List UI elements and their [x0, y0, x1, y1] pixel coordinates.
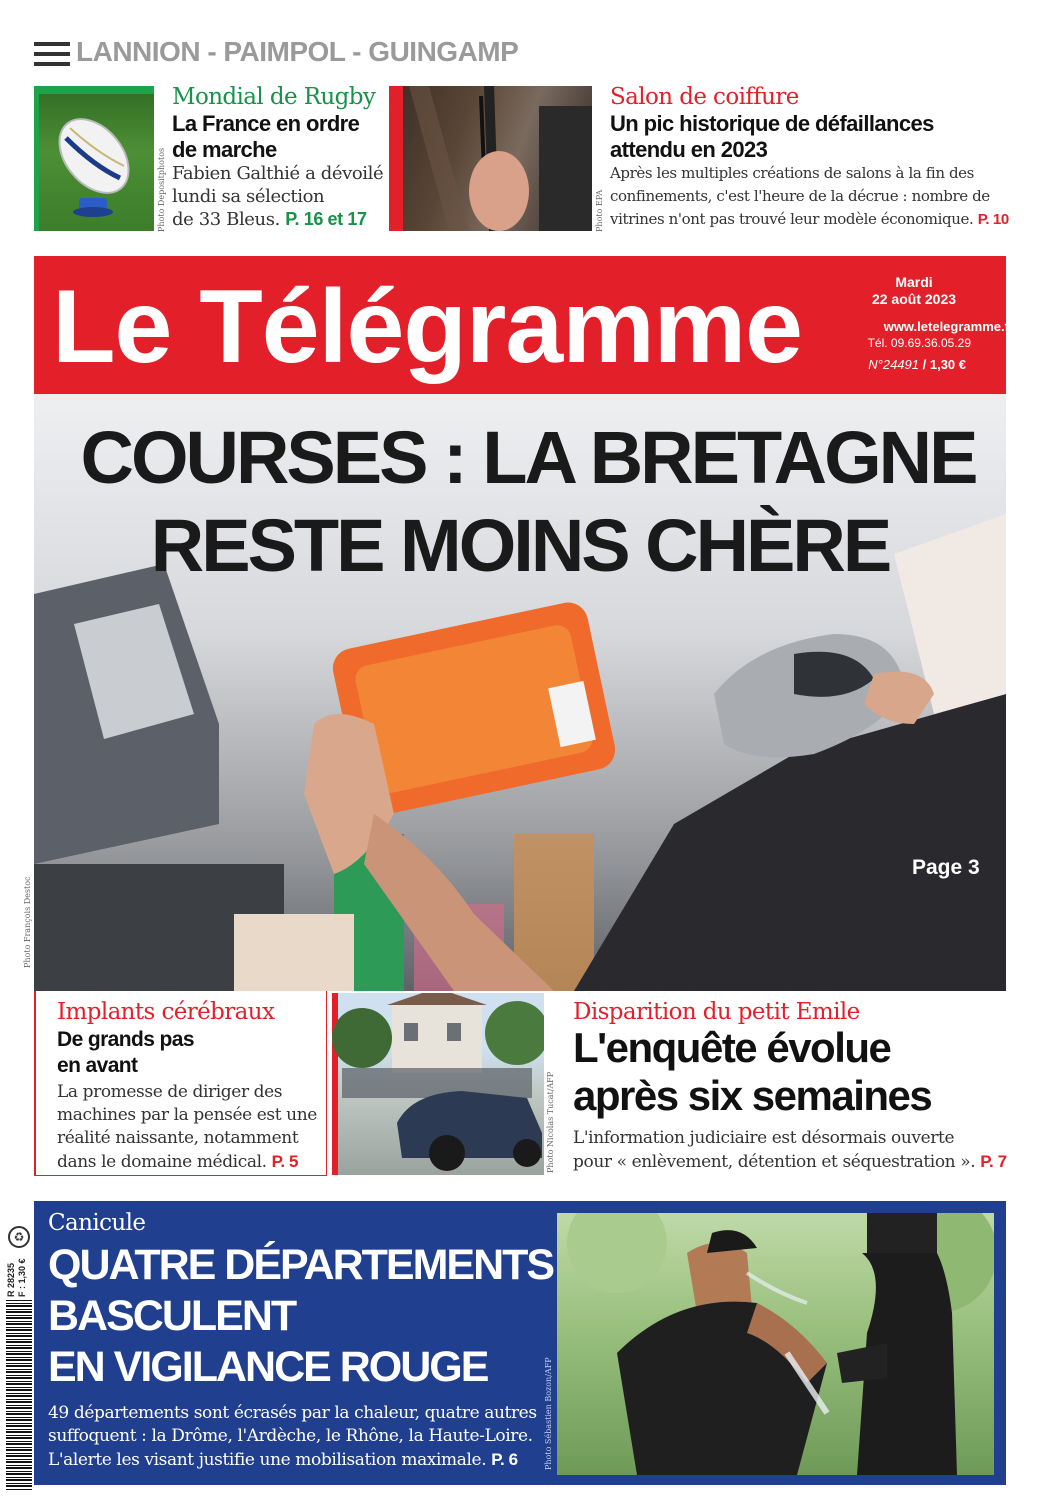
newspaper-title[interactable]: Le Télégramme: [52, 269, 802, 385]
page-reference[interactable]: P. 5: [271, 1152, 299, 1171]
story-summary: 49 départements sont écrasés par la chaleur, quatre autres suffoquent : la Drôme, l'Ardèche, le Rhône, la Haute-Loire. L'alerte les visant justifie une mobilisation maximale. P. 6: [48, 1403, 537, 1470]
story-headline[interactable]: De grands pas en avant: [57, 1028, 194, 1077]
teaser-summary: Fabien Galthié a dévoilé lundi sa sélection de 33 Bleus. P. 16 et 17: [172, 163, 384, 230]
menu-icon[interactable]: [34, 42, 70, 66]
story-kicker: Canicule: [48, 1210, 146, 1236]
issue-price: N°24491 / 1,30 €: [868, 357, 966, 372]
photo-credit: Photo François Destoc: [23, 876, 32, 968]
photo-credit: Photo Sébastien Bozon/AFP: [544, 1357, 553, 1470]
gendarmerie-photo: [332, 993, 544, 1175]
story-summary: L'information judiciaire est désormais ouverte pour « enlèvement, détention et séquestration ». P. 7: [573, 1128, 1007, 1172]
page-reference[interactable]: P. 16 et 17: [285, 209, 367, 229]
story-kicker: Disparition du petit Emile: [573, 999, 860, 1025]
barcode-text: R 28235 F : 1,30 €: [6, 1258, 27, 1297]
recycle-icon: ♻: [8, 1226, 30, 1248]
teaser-summary: Après les multiples créations de salons à la fin des confinements, c'est l'heure de la décrue : nombre de vitrines n'ont pas trouvé leur modèle économique. P. 10: [610, 164, 1009, 228]
page-reference[interactable]: P. 7: [980, 1152, 1007, 1171]
edition-label: LANNION - PAIMPOL - GUINGAMP: [76, 36, 519, 67]
phone-number: Tél. 09.69.36.05.29: [867, 336, 971, 350]
main-headline[interactable]: COURSES : LA BRETAGNE RESTE MOINS CHÈRE: [80, 416, 976, 587]
teaser-kicker: Salon de coiffure: [610, 84, 799, 110]
story-headline[interactable]: L'enquête évolue après six semaines: [573, 1024, 932, 1119]
teaser-kicker: Mondial de Rugby: [172, 84, 376, 110]
canicule-headline[interactable]: QUATRE DÉPARTEMENTS BASCULENT EN VIGILANCE ROUGE: [48, 1241, 554, 1391]
page-reference[interactable]: Page 3: [912, 856, 980, 879]
masthead: [34, 256, 1014, 394]
story-summary: La promesse de diriger des machines par la pensée est une réalité naissante, notamment dans le domaine médical. P. 5: [57, 1082, 317, 1172]
barcode: [6, 1300, 32, 1490]
hairdresser-photo: [389, 86, 592, 231]
rugby-ball-photo: [34, 86, 154, 231]
photo-credit: Photo EPA: [595, 189, 604, 232]
photo-credit: Photo Depositphotos: [157, 147, 166, 232]
page-reference[interactable]: P. 10: [977, 211, 1009, 228]
heatwave-photo: [557, 1213, 994, 1475]
teaser-headline[interactable]: La France en ordre de marche: [172, 111, 360, 162]
photo-credit: Photo Nicolas Tucat/AFP: [546, 1071, 555, 1173]
page-reference[interactable]: P. 6: [491, 1450, 518, 1469]
teaser-headline[interactable]: Un pic historique de défaillances attendu en 2023: [610, 111, 934, 162]
website-link[interactable]: www.letelegramme.fr: [883, 319, 1014, 334]
issue-date: Mardi 22 août 2023: [871, 274, 957, 307]
story-kicker: Implants cérébraux: [57, 999, 275, 1025]
